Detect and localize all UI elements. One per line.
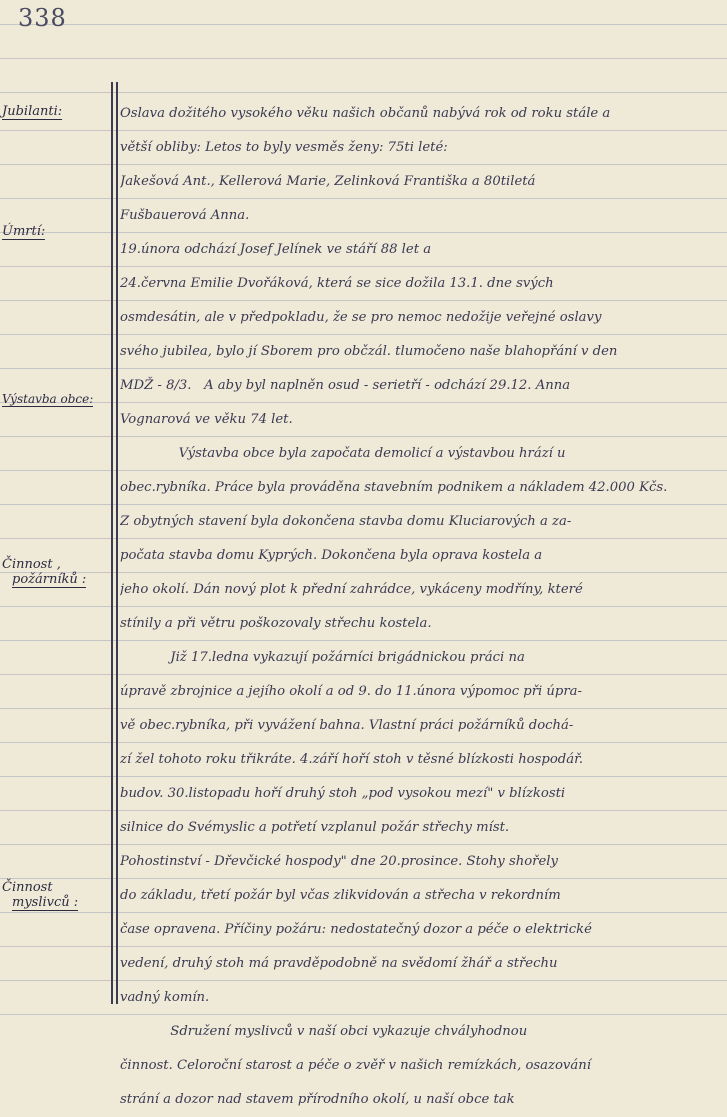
text-line: 19.února odchází Josef Jelínek ve stáří 88 let a <box>120 242 432 257</box>
text-line: Vognarová ve věku 74 let. <box>120 412 293 427</box>
text-line: stínily a při větru poškozovaly střechu kostela. <box>120 616 432 631</box>
text-line: obec.rybníka. Práce byla prováděna stavebním podnikem a nákladem 42.000 Kčs. <box>120 480 668 495</box>
text-line: větší obliby: Letos to byly vesměs ženy: 75ti leté: <box>120 140 448 155</box>
label-vystavba <box>2 392 110 407</box>
handwritten-text-body <box>120 97 716 1117</box>
text-line: úpravě zbrojnice a jejího okolí a od 9. do 11.února výpomoc při úpra- <box>120 684 582 699</box>
text-line: jeho okolí. Dán nový plot k přední zahrádce, vykáceny modříny, které <box>120 582 583 597</box>
text-line: Sdružení myslivců v naší obci vykazuje chvályhodnou <box>120 1024 528 1039</box>
label-umrti <box>2 224 110 239</box>
margin-line-right <box>116 82 118 1004</box>
label-pozarniku-line2: požárníků : <box>12 572 87 587</box>
margin-line-left <box>111 82 113 1004</box>
text-line: Z obytných stavení byla dokončena stavba domu Kluciarových a za- <box>120 514 572 529</box>
label-myslivcu-line2: myslivců : <box>12 895 79 910</box>
text-line: vadný komín. <box>120 990 210 1005</box>
text-line: počata stavba domu Kyprých. Dokončena byla oprava kostela a <box>120 548 543 563</box>
text-line: Výstavba obce byla započata demolicí a výstavbou hrází u <box>120 446 566 461</box>
text-line: do základu, třetí požár byl včas zlikvidován a střecha v rekordním <box>120 888 561 903</box>
text-line: 24.června Emilie Dvořáková, která se sice dožila 13.1. dne svých <box>120 276 554 291</box>
text-line: Jakešová Ant., Kellerová Marie, Zelinková Františka a 80tiletá <box>120 174 536 189</box>
text-line: Pohostinství - Dřevčické hospody" dne 20.prosince. Stohy shořely <box>120 854 558 869</box>
text-line: vě obec.rybníka, při vyvážení bahna. Vlastní práci požárníků dochá- <box>120 718 574 733</box>
text-line: zí žel tohoto roku třikráte. 4.září hoří stoh v těsné blízkosti hospodář. <box>120 752 584 767</box>
text-line: vedení, druhý stoh má pravděpodobně na svědomí žhář a střechu <box>120 956 558 971</box>
label-pozarniku-line1: Činnost , <box>2 557 61 572</box>
text-line: MDŽ - 8/3. A aby byl naplněn osud - serietří - odchází 29.12. Anna <box>120 378 571 393</box>
label-myslivcu-line1: Činnost <box>2 880 53 895</box>
label-jubilanti-text: Jubilanti: <box>2 104 63 119</box>
text-line: Fušbauerová Anna. <box>120 208 250 223</box>
text-line: svého jubilea, bylo jí Sborem pro občzál. tlumočeno naše blahopřání v den <box>120 344 618 359</box>
label-myslivcu <box>2 880 110 910</box>
label-vystavba-text: Výstavba obce: <box>2 392 94 406</box>
text-line: strání a dozor nad stavem přírodního okolí, u naší obce tak <box>120 1092 515 1107</box>
label-umrti-text: Úmrtí: <box>2 224 46 239</box>
text-line: osmdesátin, ale v předpokladu, že se pro nemoc nedožije veřejné oslavy <box>120 310 602 325</box>
text-line: Oslava dožitého vysokého věku našich občanů nabývá rok od roku stále a <box>120 106 611 121</box>
text-line: čase opravena. Příčiny požáru: nedostatečný dozor a péče o elektrické <box>120 922 592 937</box>
label-jubilanti <box>2 104 110 119</box>
text-line: činnost. Celoroční starost a péče o zvěř v našich remízkách, osazování <box>120 1058 591 1073</box>
text-line: Již 17.ledna vykazují požárníci brigádnickou práci na <box>120 650 525 665</box>
page-number: 338 <box>18 4 67 32</box>
text-line: budov. 30.listopadu hoří druhý stoh „pod vysokou mezí" v blízkosti <box>120 786 566 801</box>
label-pozarniku <box>2 557 110 587</box>
text-line: silnice do Svémyslic a potřetí vzplanul požár střechy míst. <box>120 820 510 835</box>
